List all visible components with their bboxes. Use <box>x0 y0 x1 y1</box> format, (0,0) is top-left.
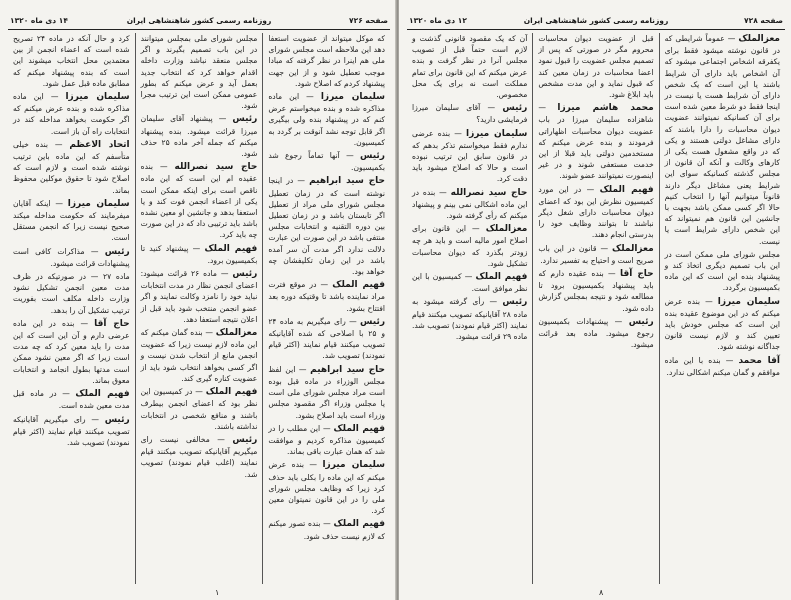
paragraph-text: — در این مورد کمیسیون نظرش این بود که اعضای دیوان محاسبات دارای شغل دیگر نباشند تا بتوانند وظایف خود را بدرستی انجام دهند. <box>538 184 654 240</box>
speaker-name: حاج سید ابراهیم <box>309 176 386 187</box>
speaker-name: رئیس <box>232 269 258 280</box>
speaker-name: رئیس <box>360 316 386 327</box>
text-column <box>262 33 390 584</box>
page-number: صفحه ۷۲۸ <box>744 16 783 25</box>
paragraph <box>665 33 780 247</box>
header-rule <box>8 29 390 30</box>
newspaper-title: روزنامه رسمی کشور شاهنشاهی ایران <box>126 16 272 25</box>
paragraph-text: ماده ۲۷ — در صورتیکه در ظرف مدت معین انجمن تشکیل نشود وزارت داخله مکلف است بفوریت ترتیب تشکیل آن را بدهد. <box>12 272 130 315</box>
paragraph-text: — بنده عقیده دارم که باید پیشنهاد بکمیسیون برود تا مطالعه شود و نتیجه بمجلس گزارش داده شود. <box>538 269 654 313</box>
paragraph <box>13 246 130 269</box>
paragraph <box>538 184 653 241</box>
paragraph-text: — بنده عرضی ندارم فقط میخواستم تذکر بدهم که در قانون سابق این ترتیب نبوده است و حالا که اصلاح میشود باید دقت کرد. <box>412 128 528 184</box>
paragraph <box>538 268 653 314</box>
paragraph <box>268 33 385 89</box>
paragraph-text: — در ماده قبل مدت معین شده است. <box>12 389 130 411</box>
paragraph <box>13 318 130 386</box>
issue-date: ۱۴ دی ماه ۱۳۲۰ <box>10 16 68 25</box>
paragraph <box>141 268 258 325</box>
speaker-name: معزالملک <box>215 328 258 339</box>
speaker-name: فهیم الملک <box>332 280 386 291</box>
speaker-name: فهیم الملک <box>333 423 385 434</box>
paragraph <box>13 139 130 196</box>
paragraph <box>13 33 130 89</box>
paragraph <box>412 271 527 294</box>
paragraph-text: — کمیسیون با این نظر موافق است. <box>412 272 528 294</box>
footer-number: ۱ <box>215 588 220 597</box>
page-header <box>10 14 388 28</box>
speaker-name: معزالملک <box>485 224 528 235</box>
paragraph <box>13 271 130 316</box>
paragraph-text: — آنها تماماً رجوع شد بکمیسیون. <box>268 151 385 173</box>
speaker-name: رئیس <box>628 316 654 327</box>
paragraph <box>141 327 258 384</box>
paragraph <box>13 198 130 244</box>
speaker-name: رئیس <box>232 114 258 125</box>
paragraph-text: — رای میگیریم آقایانیکه تصویب میکنند قیام نمایند (اکثر قیام نمودند) تصویب شد. <box>12 414 130 447</box>
paragraph <box>538 243 653 266</box>
paragraph <box>412 296 527 342</box>
paragraph <box>268 316 385 362</box>
footer-number: ۸ <box>599 588 604 597</box>
page-number: صفحه ۷۲۶ <box>349 16 388 25</box>
paragraph <box>412 128 527 185</box>
paragraph <box>268 364 385 421</box>
speaker-name: اتحاد الاعظم <box>69 139 130 150</box>
paragraph-text: — آقای سلیمان میرزا فرمایشی دارید؟ <box>412 103 528 125</box>
paragraph-text: — بنده گمان میکنم که این ماده لازم نیست زیرا که عضویت انجمن مانع از انتخاب شدن نیست و اگر کسی بخواهد انتخاب شود باید از عضویت کناره گیری کند. <box>140 328 258 383</box>
header-rule <box>407 29 785 30</box>
newspaper-title: روزنامه رسمی کشور شاهنشاهی ایران <box>523 16 669 25</box>
speaker-name: رئیس <box>360 151 385 162</box>
paragraph <box>665 249 780 294</box>
paragraph-text: — پیشنهاد آقای سلیمان میرزا قرائت میشود. بنده پیشنهاد میکنم که جمله آخر ماده ۲۵ حذف شود. <box>140 114 258 159</box>
paragraph-text: — این ماده مذاکره شده و بنده عرض میکنم که اگر حکومت بخواهد مداخله کند در انتخابات راه آن باز است. <box>12 92 130 136</box>
right-page <box>399 0 791 600</box>
paragraph-text: — بنده عرض میکنم که در این موضوع عقیده بنده این است که مجلس خودش باید تعیین کند و لازم نیست قانون جداگانه نوشته شود. <box>664 296 780 352</box>
paragraph-text: — در کمیسیون این نظر بود که اعضای انجمن بیطرف باشند و منافع شخصی در انتخابات نداشته باشند. <box>140 387 258 431</box>
paragraph <box>268 91 385 148</box>
paragraph-text: — این لفظ مجلس الوزراء در ماده قبل بوده است مراد مجلس شورای ملی است یا مجلس وزراء اگر مقصود مجلس وزراء است باید اصلاح بشود. <box>268 364 385 420</box>
paragraph-text: قبل از عضویت دیوان محاسبات محروم مگر در صورتی که پس از تصمیم مجلس عضویت را قبول نمود اعضا محاسبات در زمان معین کند که قبول نماید و این مدت مشخص باید ابلاغ شود. <box>538 34 654 100</box>
speaker-name: فهیم الملک <box>333 519 385 530</box>
paragraph <box>141 161 258 240</box>
paragraph-text: — عموماً شرایطی که در قانون نوشته میشود فقط برای یکفرقه اشخاص اجتماعی میشود که آن اشخاص باید دارای آن شرایط باشند یا این است که یک شخص دارای آن شرایط هست یا نیست در اینجا فقط دو شرط معین شده است برای آن کسانیکه نمیتوانند عضویت دیوان محاسبات را دارا باشند که دارای مشاغل دولتی هستند و یکی که در واقع مشغول هست یکی از کارهای وکالت و آنکه آن قانون از مجلس گذشته کسانیکه سوای این شرایط یعنی مشاغل دیگر دارند قانوناً میتوانیم آنها را انتخاب کنیم حالا اگر کسی ممکن باشد بجهت با جانشین این قانون هم نمیتواند که این شخص دارای شرایط است یا نیست. <box>664 34 780 246</box>
page-header <box>409 14 783 28</box>
paragraph <box>13 414 130 449</box>
paragraph <box>665 355 780 378</box>
text-column <box>407 33 532 584</box>
paragraph <box>268 518 385 541</box>
paragraph-text: آن که یک مقصود قانونی گذشت و لازم است حتماً قبل از تصویب مجلس آنرا در نظر گرفت و بنده عرض میکنم که این قانون برای تمام مملکت است نه برای یک محل مخصوص. <box>412 34 528 100</box>
paragraph-text: — بنده تصور میکنم که لازم نیست حذف شود. <box>268 519 385 541</box>
paragraph-text: مجلس شورای ملی بمجلس میتوانند در این باب تصمیم بگیرند و اگر مجلس منعقد نباشد وزارت داخله اقدام خواهد کرد که انتخاب جدید بعمل آید و عرض میکنم که بطور عمومی ممکن است این ترتیب مجرا شود. <box>140 34 258 111</box>
speaker-name: فهیم الملک <box>75 389 130 400</box>
paragraph-text: — شاهزاده سلیمان میرزا در باب عضویت دیوان محاسبات اظهاراتی فرمودند و بنده عرض میکنم که مستخدمین دولتی باید قبلا از این خدمت مستعفی شوند و در غیر اینصورت نمیتوانند عضو شوند. <box>538 103 654 181</box>
paragraph <box>538 33 653 100</box>
paragraph-text: — رای میگیریم به ماده ۲۴ و ۲۵ با اصلاحی که شده آقایانیکه تصویب میکنند قیام نمایند (اکثر قیام نمودند) تصویب شد. <box>268 316 385 361</box>
paragraph <box>13 91 130 137</box>
paragraph-text: — این مطلب را در کمیسیون مذاکره کردیم و موافقت شد که همان عبارت باقی بماند. <box>268 423 385 457</box>
speaker-name: حاج سید نصرالله <box>174 162 258 173</box>
paragraph-text: — این ماده مذاکره شده و بنده میخواستم عرض کنم که در پیشنهاد بنده ولی بیگیری اگر قابل توجه نشد آنوقت بر گردد به کمیسیون. <box>268 92 385 147</box>
paragraph <box>665 296 780 353</box>
paragraph <box>268 459 385 516</box>
speaker-name: سلیمان میرزا <box>717 296 780 307</box>
speaker-name: سلیمان میرزا <box>466 128 528 139</box>
speaker-name: حاج سید نصرالله <box>450 187 528 198</box>
text-column <box>659 33 785 584</box>
issue-date: ۱۲ دی ماه ۱۳۲۰ <box>409 16 467 25</box>
paragraph <box>412 223 527 269</box>
paragraph <box>141 113 258 159</box>
speaker-name: آقا محمد <box>738 355 780 366</box>
speaker-name: سلیمان میرزا <box>320 92 385 103</box>
speaker-name: معزالملک <box>612 243 654 254</box>
paragraph-text: — بنده عرض میکنم که این ماده را بکلی باید حذف کرد زیرا که وظایف مجلس شورای ملی را در این قانون نمیتوان معین کرد. <box>268 460 385 516</box>
paragraph <box>141 386 258 432</box>
paragraph <box>141 243 258 266</box>
speaker-name: فهیم الملک <box>475 272 528 283</box>
paragraph-text: — بنده با این ماده موافقم و گمان میکنم اشکالی ندارد. <box>664 355 780 377</box>
paragraph <box>412 187 527 222</box>
speaker-name: رئیس <box>104 414 130 425</box>
paragraph-text: — بنده در این ماده اشکالی نمی بینم و پیشنهاد میکنم که رأی گرفته شود. <box>412 187 528 221</box>
speaker-name: معزالملک <box>738 34 780 44</box>
paragraph-text: — در موقع فترت مراد نماینده باشد تا وقتیکه دوره بعد افتتاح بشود. <box>268 280 385 313</box>
speaker-name: سلیمان میرزا <box>67 198 130 209</box>
paragraph <box>538 316 653 351</box>
paragraph <box>141 33 258 111</box>
paragraph-text: — این قانون برای اصلاح امور مالیه است و باید هر چه زودتر بگذرد که دیوان محاسبات تشکیل شود. <box>412 224 528 268</box>
paragraph-text: مجلس شورای ملی ممکن است در این باب تصمیم دیگری اتخاذ کند و پیشنهاد بنده این است که این ماده بکمیسیون برگردد. <box>664 249 780 293</box>
paragraph-text: — بنده خیلی متأسفم که این ماده باین ترتیب نوشته شده است و لازم است که اصلاح شود تا حقوق موکلین محفوظ بماند. <box>12 139 130 195</box>
speaker-name: حاج آقا <box>94 318 130 329</box>
speaker-name: محمد هاشم میرزا <box>557 103 654 114</box>
speaker-name: رئیس <box>502 103 528 114</box>
paragraph <box>141 434 258 480</box>
paragraph-text: — بنده عقیده ام این است که این ماده ناقص است برای اینکه ممکن است یکی از اعضاء انجمن فوت کند و یا استعفا بدهد و جانشین او معین نشده باشد باید ترتیبی داد که در این صورت چه باید کرد. <box>140 162 258 240</box>
speaker-name: فهیم الملک <box>204 243 258 254</box>
paragraph <box>268 279 385 314</box>
speaker-name: حاج سید ابراهیم <box>310 364 385 375</box>
paragraph <box>268 150 385 173</box>
paragraph-text: — بنده در این ماده عرضی دارم و آن این است که این مدت را باید معین کرد که چه مدت است زیرا که اگر معین نشود ممکن است مدتها بطول انجامد و انتخابات معوق بماند. <box>12 318 130 385</box>
paragraph-text: — پیشنهادات بکمیسیون رجوع میشود. ماده بعد قرائت میشود. <box>538 316 654 350</box>
paragraph-text: — ماده ۲۶ قرائت میشود: اعضای انجمن نظار در مدت انتخابات نباید خود را نامزد وکالت نمایند و اگر عضو انجمن منتخب شود باید قبل از اعلان نتیجه استعفا دهد. <box>140 269 258 324</box>
speaker-name: سلیمان میرزا <box>322 460 385 471</box>
speaker-name: سلیمان میرزا <box>65 92 130 103</box>
paragraph <box>412 102 527 125</box>
paragraph <box>412 33 527 100</box>
paragraph <box>13 388 130 411</box>
text-column <box>8 33 135 584</box>
text-column <box>135 33 263 584</box>
paragraph <box>538 102 653 181</box>
paragraph-text: — مذاکرات کافی است پیشنهادات قرائت میشود. <box>12 246 130 268</box>
text-column <box>532 33 658 584</box>
columns <box>407 33 785 584</box>
speaker-name: فهیم الملک <box>599 184 654 195</box>
speaker-name: رئیس <box>104 246 130 257</box>
paragraph-text: — در اینجا نوشته است که در زمان تعطیل مجلس شورای ملی مراد از تعطیل اگر تابستان باشد و در زمان تعطیل بین دوره التقنیه و انتخابات مجلس منتفی باشد در این صورت این عبارت دلالت ندارد اگر مدت آن سر آمده باشد در این زمان تکلیفشان چه خواهد بود. <box>268 176 385 277</box>
columns <box>8 33 390 584</box>
paragraph <box>268 423 385 458</box>
speaker-name: رئیس <box>502 297 528 308</box>
speaker-name: فهیم الملک <box>205 387 258 398</box>
paragraph-text: که موکل میتواند از عضویت استعفا دهد این ملاحظه است مجلس شورای ملی هم اینرا در نظر گرفته که مبادا موجب تعطیل شود و از این جهت پیشنهاد کردم که اصلاح شود. <box>268 34 385 88</box>
paragraph-text: — مخالفی نیست رای میگیریم آقایانیکه تصویب میکنند قیام نمایند (اغلب قیام نمودند) تصویب شد. <box>140 434 258 479</box>
paragraph-text: — رأی گرفته میشود به ماده ۲۸ آقایانیکه تصویب میکنند قیام نمایند (اکثر قیام نمودند) تصویب شد. ماده ۲۹ قرائت میشود. <box>412 297 528 342</box>
paragraph <box>268 175 385 277</box>
speaker-name: حاج آقا <box>619 269 654 280</box>
paragraph-text: — قانون در این باب صریح است و احتیاج به تفسیر ندارد. <box>538 243 654 265</box>
paragraph-text: — پیشنهاد کنید تا بکمیسیون برود. <box>140 243 258 265</box>
paragraph-text: — اینکه آقایان میفرمایند که حکومت مداخله میکند صحیح نیست زیرا که انجمن مستقل است. <box>12 198 130 243</box>
speaker-name: رئیس <box>232 434 258 445</box>
paragraph-text: کرد و حال آنکه در ماده ۲۴ تصریح شده است که اعضاء انجمن از بین معتمدین محل انتخاب میشوند این است که بنده پیشنهاد میکنم که مطابق ماده قبل عمل شود. <box>12 34 130 88</box>
